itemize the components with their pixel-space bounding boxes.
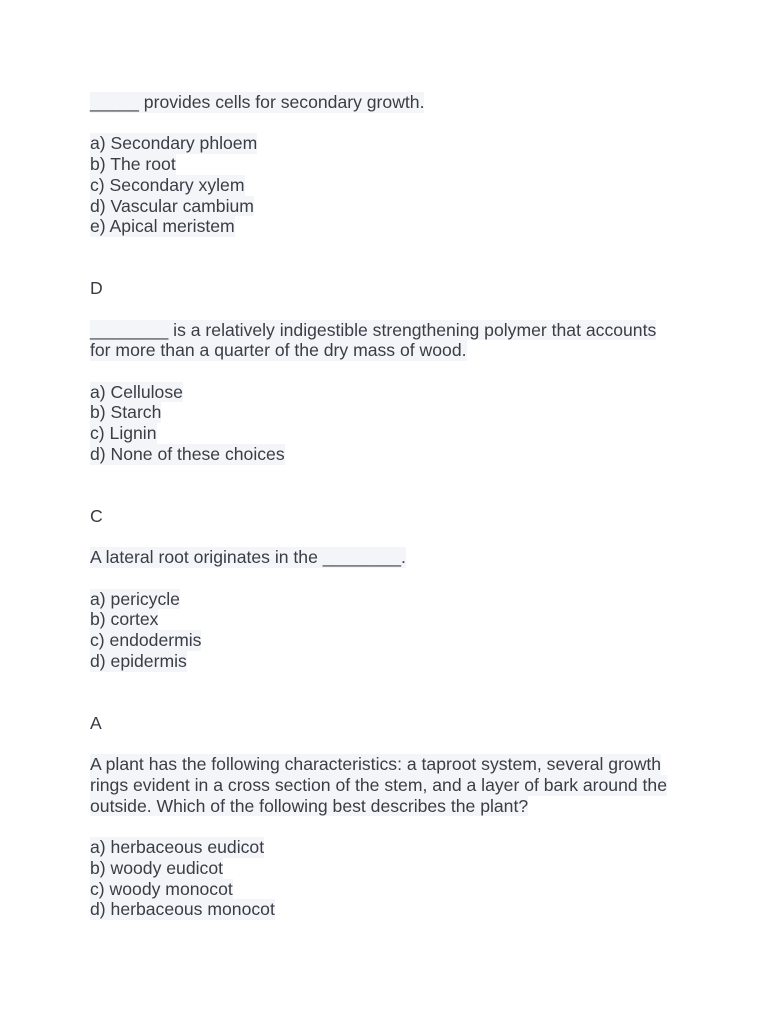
option-b: b) The root xyxy=(90,154,176,175)
option-a: a) herbaceous eudicot xyxy=(90,837,265,858)
question-1-line-1: _____ provides cells for secondary growth. xyxy=(90,92,425,112)
option-b: b) cortex xyxy=(90,609,159,630)
question-2-options xyxy=(90,382,690,465)
option-a: a) Secondary phloem xyxy=(90,133,258,154)
option-c: c) woody monocot xyxy=(90,878,233,899)
option-d: d) None of these choices xyxy=(90,443,285,464)
question-1-answer xyxy=(90,278,690,299)
option-c: c) Lignin xyxy=(90,423,157,444)
option-b: b) Starch xyxy=(90,402,162,423)
option-a: a) pericycle xyxy=(90,588,180,609)
option-a: a) Cellulose xyxy=(90,381,183,402)
question-block-1 xyxy=(90,92,690,320)
answer-letter: D xyxy=(90,278,103,299)
option-d: d) epidermis xyxy=(90,650,187,671)
answer-letter: A xyxy=(90,712,102,733)
question-1-text xyxy=(90,92,690,113)
question-2-line-2: for more than a quarter of the dry mass of wood. xyxy=(90,340,467,361)
option-c: c) Secondary xylem xyxy=(90,174,245,195)
question-block-3 xyxy=(90,547,690,754)
question-block-4 xyxy=(90,754,690,920)
question-4-line-1: A plant has the following characteristics: a taproot system, several growth xyxy=(90,754,662,775)
answer-letter: C xyxy=(90,505,103,526)
option-d: d) herbaceous monocot xyxy=(90,899,275,920)
option-c: c) endodermis xyxy=(90,630,202,651)
option-e: e) Apical meristem xyxy=(90,216,235,237)
question-block-2 xyxy=(90,320,690,548)
question-2-answer xyxy=(90,506,690,527)
option-d: d) Vascular cambium xyxy=(90,195,254,216)
question-2-line-1: ________ is a relatively indigestible strengthening polymer that accounts xyxy=(90,319,657,340)
question-4-options xyxy=(90,837,690,920)
option-b: b) woody eudicot xyxy=(90,857,224,878)
question-3-answer xyxy=(90,713,690,734)
question-3-line-1: A lateral root originates in the ________. xyxy=(90,547,406,568)
question-4-line-3: outside. Which of the following best describes the plant? xyxy=(90,795,529,816)
question-3-options xyxy=(90,589,690,672)
question-4-line-2: rings evident in a cross section of the stem, and a layer of bark around the xyxy=(90,775,668,796)
question-2-text xyxy=(90,320,690,361)
question-3-text xyxy=(90,547,690,568)
question-1-options xyxy=(90,133,690,237)
quiz-content xyxy=(90,92,690,920)
question-4-text xyxy=(90,754,690,816)
